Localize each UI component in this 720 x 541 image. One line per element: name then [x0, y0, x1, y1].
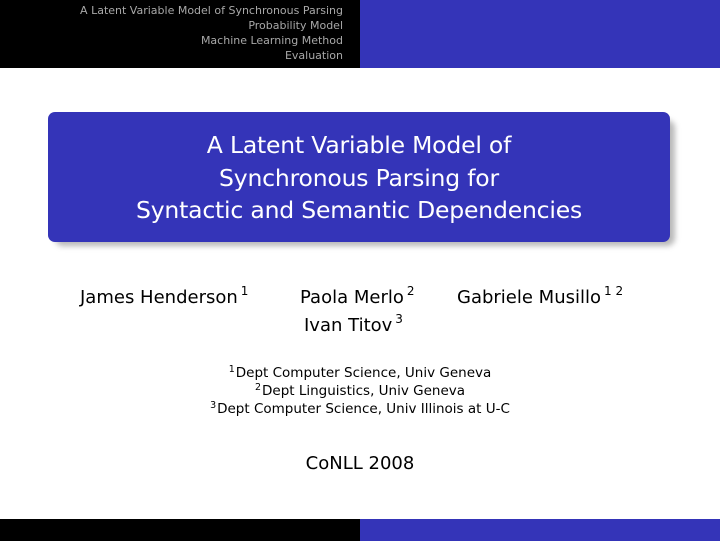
author-name: Ivan Titov	[304, 315, 393, 336]
author-affiliation-mark: 2	[406, 284, 415, 298]
affiliation-1	[0, 364, 720, 384]
affiliation-mark: 3	[210, 400, 217, 411]
bottom-bar-left	[0, 519, 360, 541]
author-merlo	[300, 283, 415, 314]
nav-item-machine-learning-method[interactable]: Machine Learning Method	[200, 34, 343, 47]
author-musillo	[457, 283, 623, 314]
title-block	[48, 112, 670, 242]
affiliation-mark: 2	[254, 382, 261, 393]
title-line-3: Syntactic and Semantic Dependencies	[135, 196, 582, 224]
conference-name: CoNLL 2008	[305, 453, 415, 474]
author-titov	[304, 311, 403, 342]
bottom-bar	[0, 519, 720, 541]
nav-item-evaluation[interactable]: Evaluation	[284, 49, 343, 62]
nav-item-probability-model[interactable]: Probability Model	[248, 19, 343, 32]
author-name: Paola Merlo	[300, 287, 404, 308]
affiliation-text: Dept Computer Science, Univ Illinois at U-C	[217, 401, 510, 417]
top-navigation-bar	[0, 0, 720, 68]
author-henderson	[80, 283, 248, 314]
author-affiliation-mark: 1	[240, 284, 249, 298]
section-navigation	[0, 0, 360, 68]
header-accent-panel	[360, 0, 720, 68]
title-line-1: A Latent Variable Model of	[206, 131, 512, 159]
affiliation-3	[0, 400, 720, 420]
affiliation-mark: 1	[228, 364, 235, 375]
affiliation-text: Dept Linguistics, Univ Geneva	[262, 383, 466, 399]
author-name: Gabriele Musillo	[457, 287, 602, 308]
nav-item-title[interactable]: A Latent Variable Model of Synchronous Parsing	[80, 4, 343, 17]
title-line-2: Synchronous Parsing for	[219, 163, 499, 192]
author-affiliation-mark: 1 2	[604, 284, 624, 298]
author-affiliation-mark: 3	[395, 312, 403, 326]
affiliation-2	[0, 382, 720, 402]
bottom-bar-right	[360, 519, 720, 541]
affiliation-text: Dept Computer Science, Univ Geneva	[235, 365, 492, 381]
author-name: James Henderson	[80, 287, 238, 308]
